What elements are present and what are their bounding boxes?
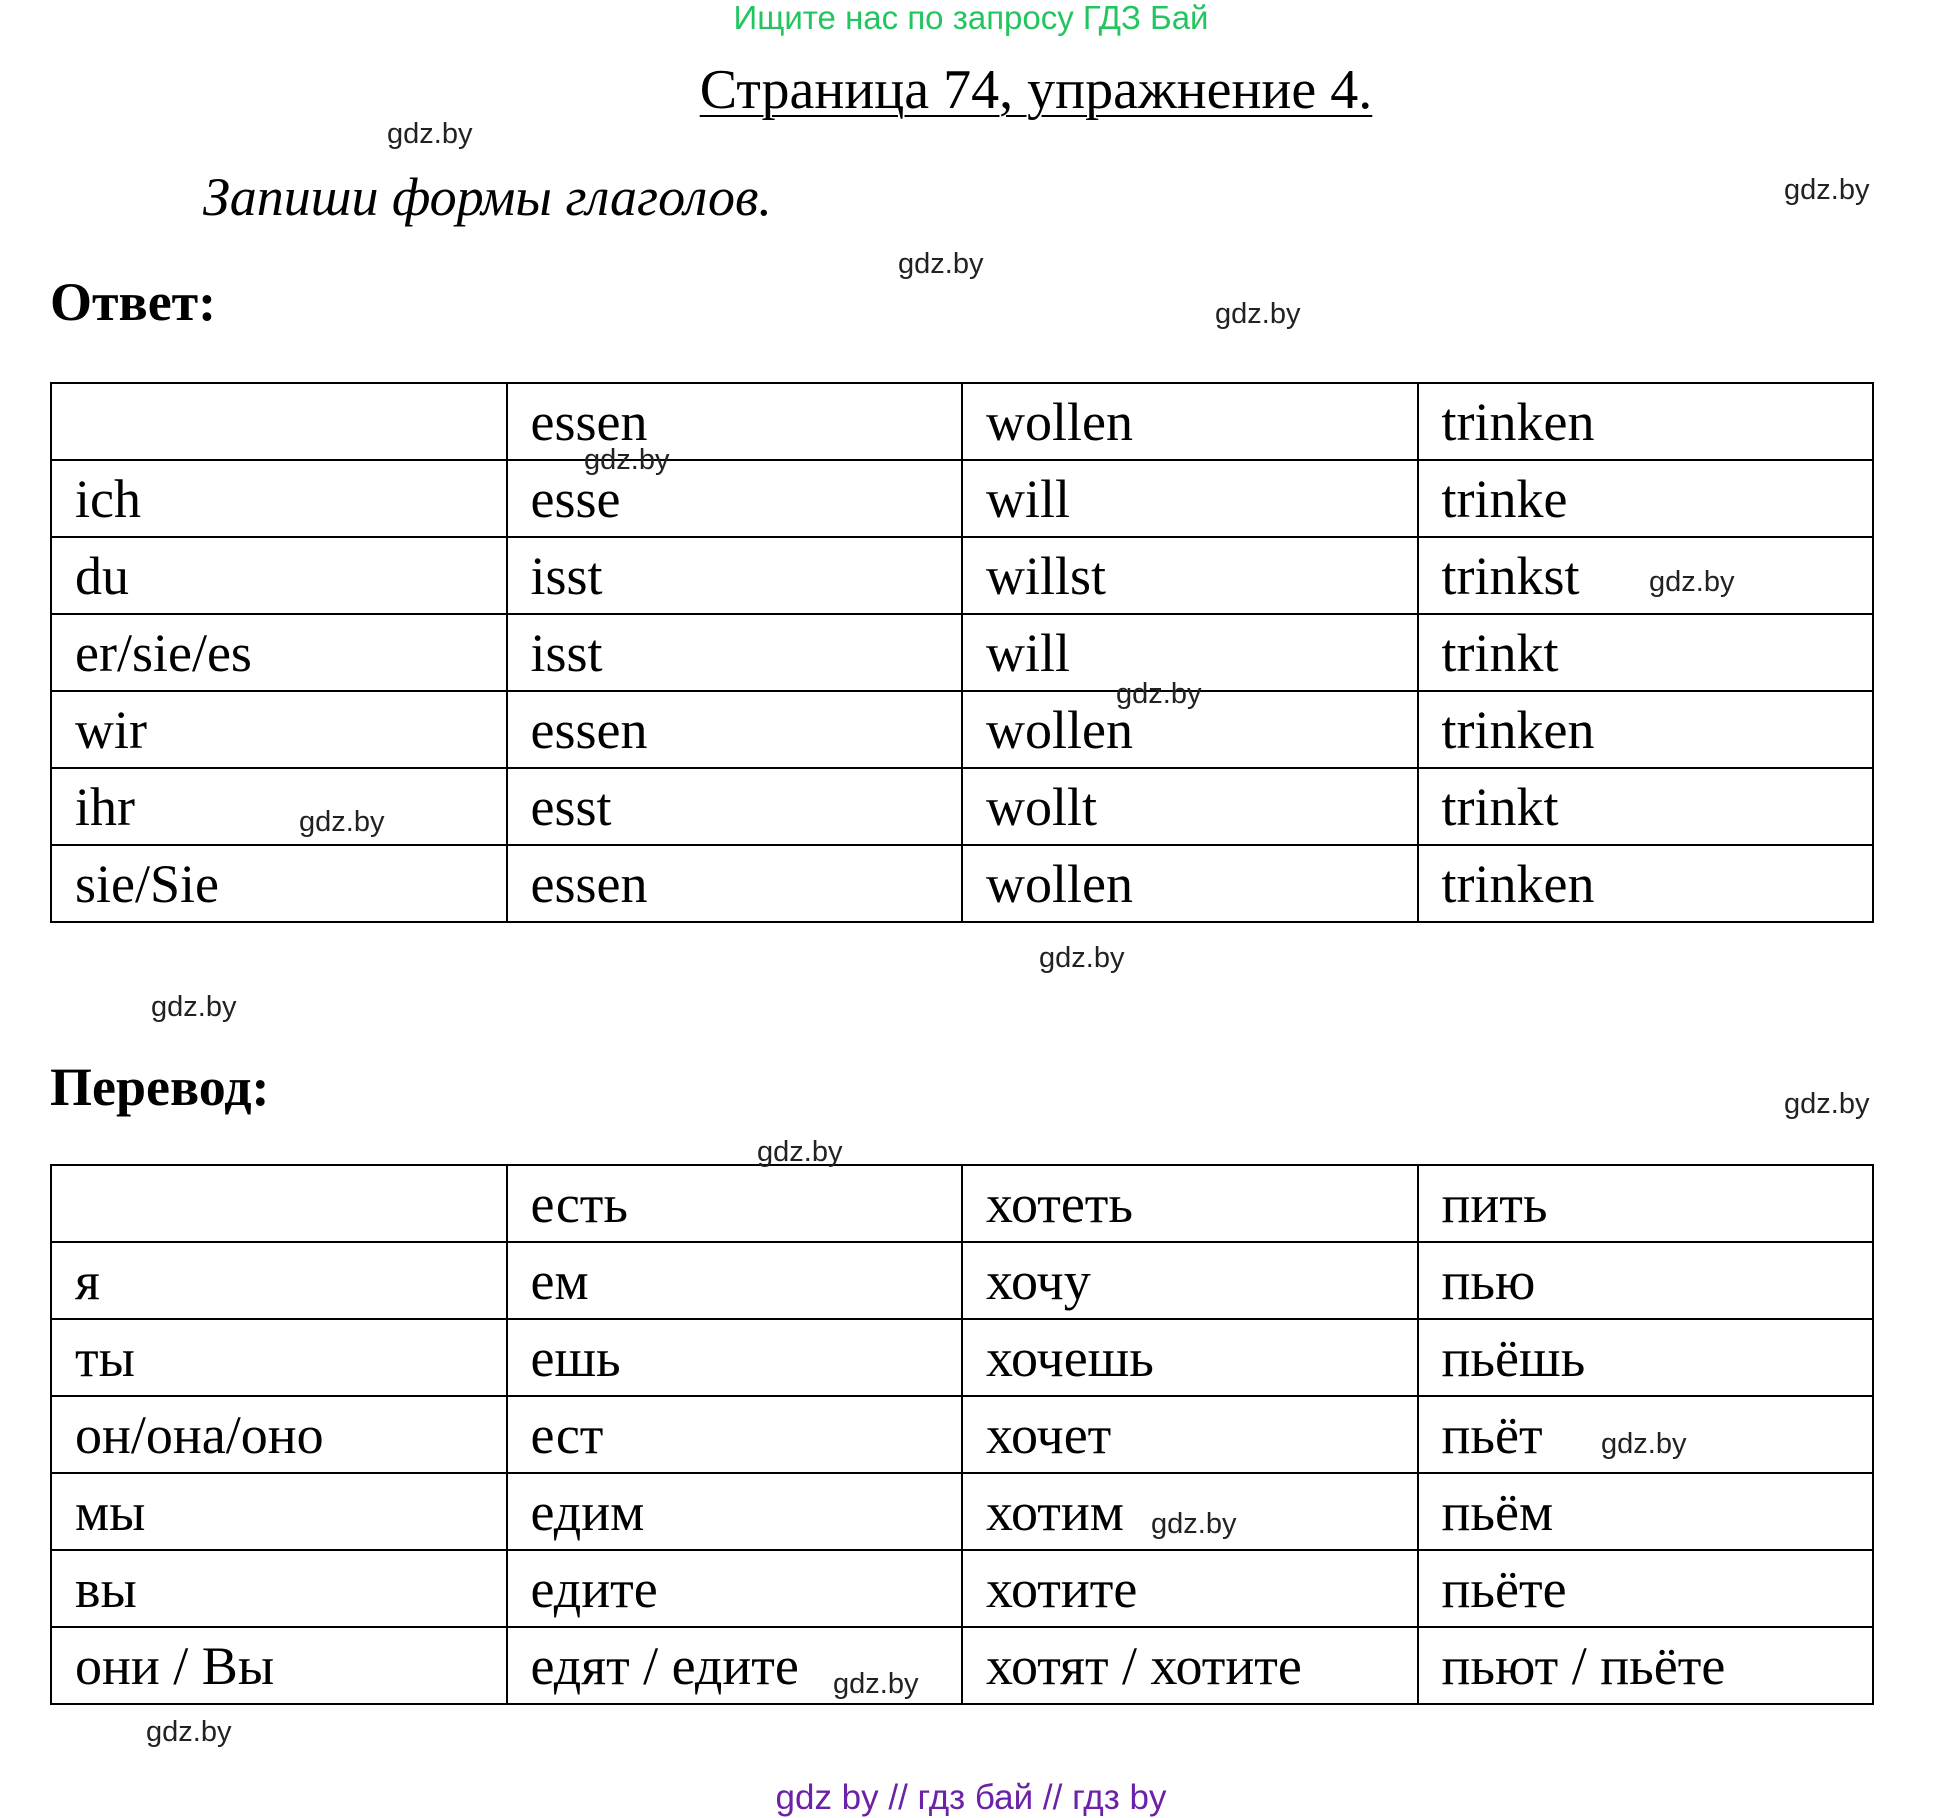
watermark: gdz.by bbox=[1215, 298, 1301, 330]
table-cell: trinken bbox=[1418, 383, 1874, 460]
footer-links: gdz by // гдз бай // гдз by bbox=[775, 1778, 1167, 1817]
table-cell: wir bbox=[51, 691, 507, 768]
table-cell: esst bbox=[507, 768, 963, 845]
table-cell: wollen bbox=[962, 845, 1418, 922]
table-row bbox=[51, 1242, 1873, 1319]
watermark: gdz.by bbox=[1601, 1428, 1687, 1460]
table-cell: пьёт bbox=[1418, 1396, 1874, 1473]
table-row bbox=[51, 614, 1873, 691]
table-cell: хотите bbox=[962, 1550, 1418, 1627]
table-cell: essen bbox=[507, 691, 963, 768]
table-cell: едят / едите bbox=[507, 1627, 963, 1704]
watermark: gdz.by bbox=[584, 444, 670, 476]
watermark: gdz.by bbox=[151, 991, 237, 1023]
table-row bbox=[51, 1165, 1873, 1242]
table-cell: ест bbox=[507, 1396, 963, 1473]
table-cell: willst bbox=[962, 537, 1418, 614]
table-row bbox=[51, 691, 1873, 768]
table-row bbox=[51, 845, 1873, 922]
table-cell: я bbox=[51, 1242, 507, 1319]
table-row bbox=[51, 1319, 1873, 1396]
table-row bbox=[51, 1550, 1873, 1627]
table-cell: isst bbox=[507, 614, 963, 691]
table-cell: хочу bbox=[962, 1242, 1418, 1319]
table-cell: ты bbox=[51, 1319, 507, 1396]
table-row bbox=[51, 1627, 1873, 1704]
table-cell: trinken bbox=[1418, 845, 1874, 922]
watermark: gdz.by bbox=[146, 1716, 232, 1748]
table-cell: trinkt bbox=[1418, 768, 1874, 845]
translation-heading: Перевод: bbox=[50, 1057, 270, 1117]
table-cell: они / Вы bbox=[51, 1627, 507, 1704]
table-cell: essen bbox=[507, 383, 963, 460]
table-cell: хотят / хотите bbox=[962, 1627, 1418, 1704]
table-cell: хотеть bbox=[962, 1165, 1418, 1242]
watermark: gdz.by bbox=[387, 118, 473, 150]
table-cell: ich bbox=[51, 460, 507, 537]
table-cell: пить bbox=[1418, 1165, 1874, 1242]
search-banner: Ищите нас по запросу ГДЗ Бай bbox=[733, 0, 1209, 36]
watermark: gdz.by bbox=[1151, 1508, 1237, 1540]
table-cell: trinke bbox=[1418, 460, 1874, 537]
table-cell: едите bbox=[507, 1550, 963, 1627]
task-text: Запиши формы глаголов. bbox=[203, 167, 772, 227]
watermark: gdz.by bbox=[1784, 174, 1870, 206]
table-cell: ihr bbox=[51, 768, 507, 845]
table-cell: trinkt bbox=[1418, 614, 1874, 691]
table-cell: он/она/оно bbox=[51, 1396, 507, 1473]
table-cell: du bbox=[51, 537, 507, 614]
watermark: gdz.by bbox=[898, 248, 984, 280]
table-cell: ешь bbox=[507, 1319, 963, 1396]
table-cell: мы bbox=[51, 1473, 507, 1550]
table-cell: пьют / пьёте bbox=[1418, 1627, 1874, 1704]
answer-table bbox=[50, 382, 1874, 923]
table-cell: wollt bbox=[962, 768, 1418, 845]
table-row bbox=[51, 383, 1873, 460]
table-cell: есть bbox=[507, 1165, 963, 1242]
table-cell: wollen bbox=[962, 691, 1418, 768]
watermark: gdz.by bbox=[1784, 1088, 1870, 1120]
watermark: gdz.by bbox=[1649, 566, 1735, 598]
watermark: gdz.by bbox=[757, 1136, 843, 1168]
table-cell: will bbox=[962, 614, 1418, 691]
table-cell: trinkst bbox=[1418, 537, 1874, 614]
table-cell: хочет bbox=[962, 1396, 1418, 1473]
watermark: gdz.by bbox=[299, 806, 385, 838]
table-cell bbox=[51, 383, 507, 460]
table-cell bbox=[51, 1165, 507, 1242]
table-cell: wollen bbox=[962, 383, 1418, 460]
table-row bbox=[51, 537, 1873, 614]
table-cell: хочешь bbox=[962, 1319, 1418, 1396]
table-cell: isst bbox=[507, 537, 963, 614]
table-cell: sie/Sie bbox=[51, 845, 507, 922]
answer-heading: Ответ: bbox=[50, 272, 217, 332]
table-cell: пьёшь bbox=[1418, 1319, 1874, 1396]
table-cell: пью bbox=[1418, 1242, 1874, 1319]
page-title: Страница 74, упражнение 4. bbox=[699, 59, 1373, 121]
watermark: gdz.by bbox=[833, 1668, 919, 1700]
table-cell: trinken bbox=[1418, 691, 1874, 768]
table-cell: пьёте bbox=[1418, 1550, 1874, 1627]
table-row bbox=[51, 1396, 1873, 1473]
table-row bbox=[51, 1473, 1873, 1550]
table-cell: вы bbox=[51, 1550, 507, 1627]
table-cell: хотим bbox=[962, 1473, 1418, 1550]
table-cell: will bbox=[962, 460, 1418, 537]
table-cell: esse bbox=[507, 460, 963, 537]
table-cell: пьём bbox=[1418, 1473, 1874, 1550]
watermark: gdz.by bbox=[1039, 942, 1125, 974]
table-cell: er/sie/es bbox=[51, 614, 507, 691]
table-cell: essen bbox=[507, 845, 963, 922]
table-row bbox=[51, 460, 1873, 537]
table-cell: ем bbox=[507, 1242, 963, 1319]
table-cell: едим bbox=[507, 1473, 963, 1550]
watermark: gdz.by bbox=[1116, 678, 1202, 710]
